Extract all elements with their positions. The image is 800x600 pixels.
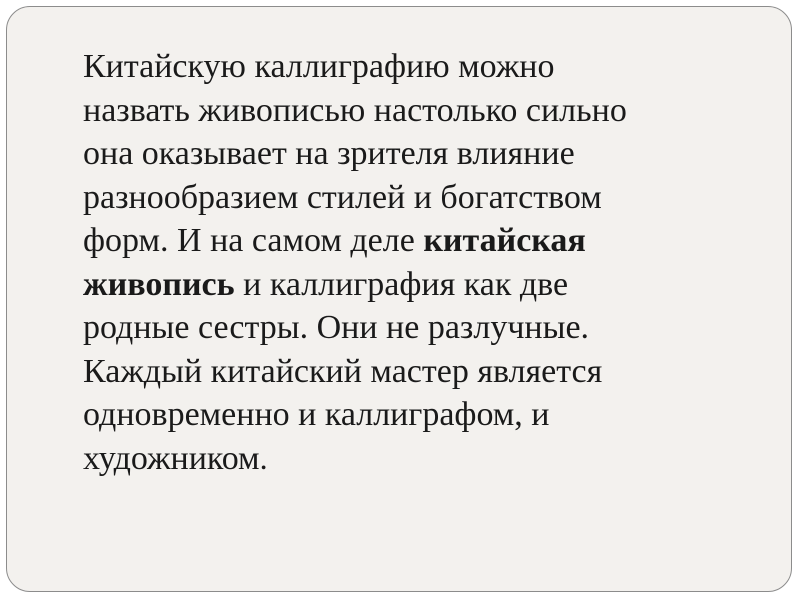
bold-phrase-chinese-painting: китайская живопись — [83, 222, 586, 303]
slide-body-text — [83, 45, 763, 480]
text-segment-continuation: и каллиграфия как две родные сестры. Они не разлучные. Каждый китайский мастер является одновременно и каллиграфом, и художником — [83, 265, 603, 477]
trailing-period: . — [259, 439, 268, 476]
text-segment-intro: Китайскую каллиграфию можно назвать живописью настолько сильно она оказывает на зрителя влияние разнообразием стилей и богатством форм. И на самом деле — [83, 48, 627, 259]
slide-frame — [6, 6, 792, 592]
